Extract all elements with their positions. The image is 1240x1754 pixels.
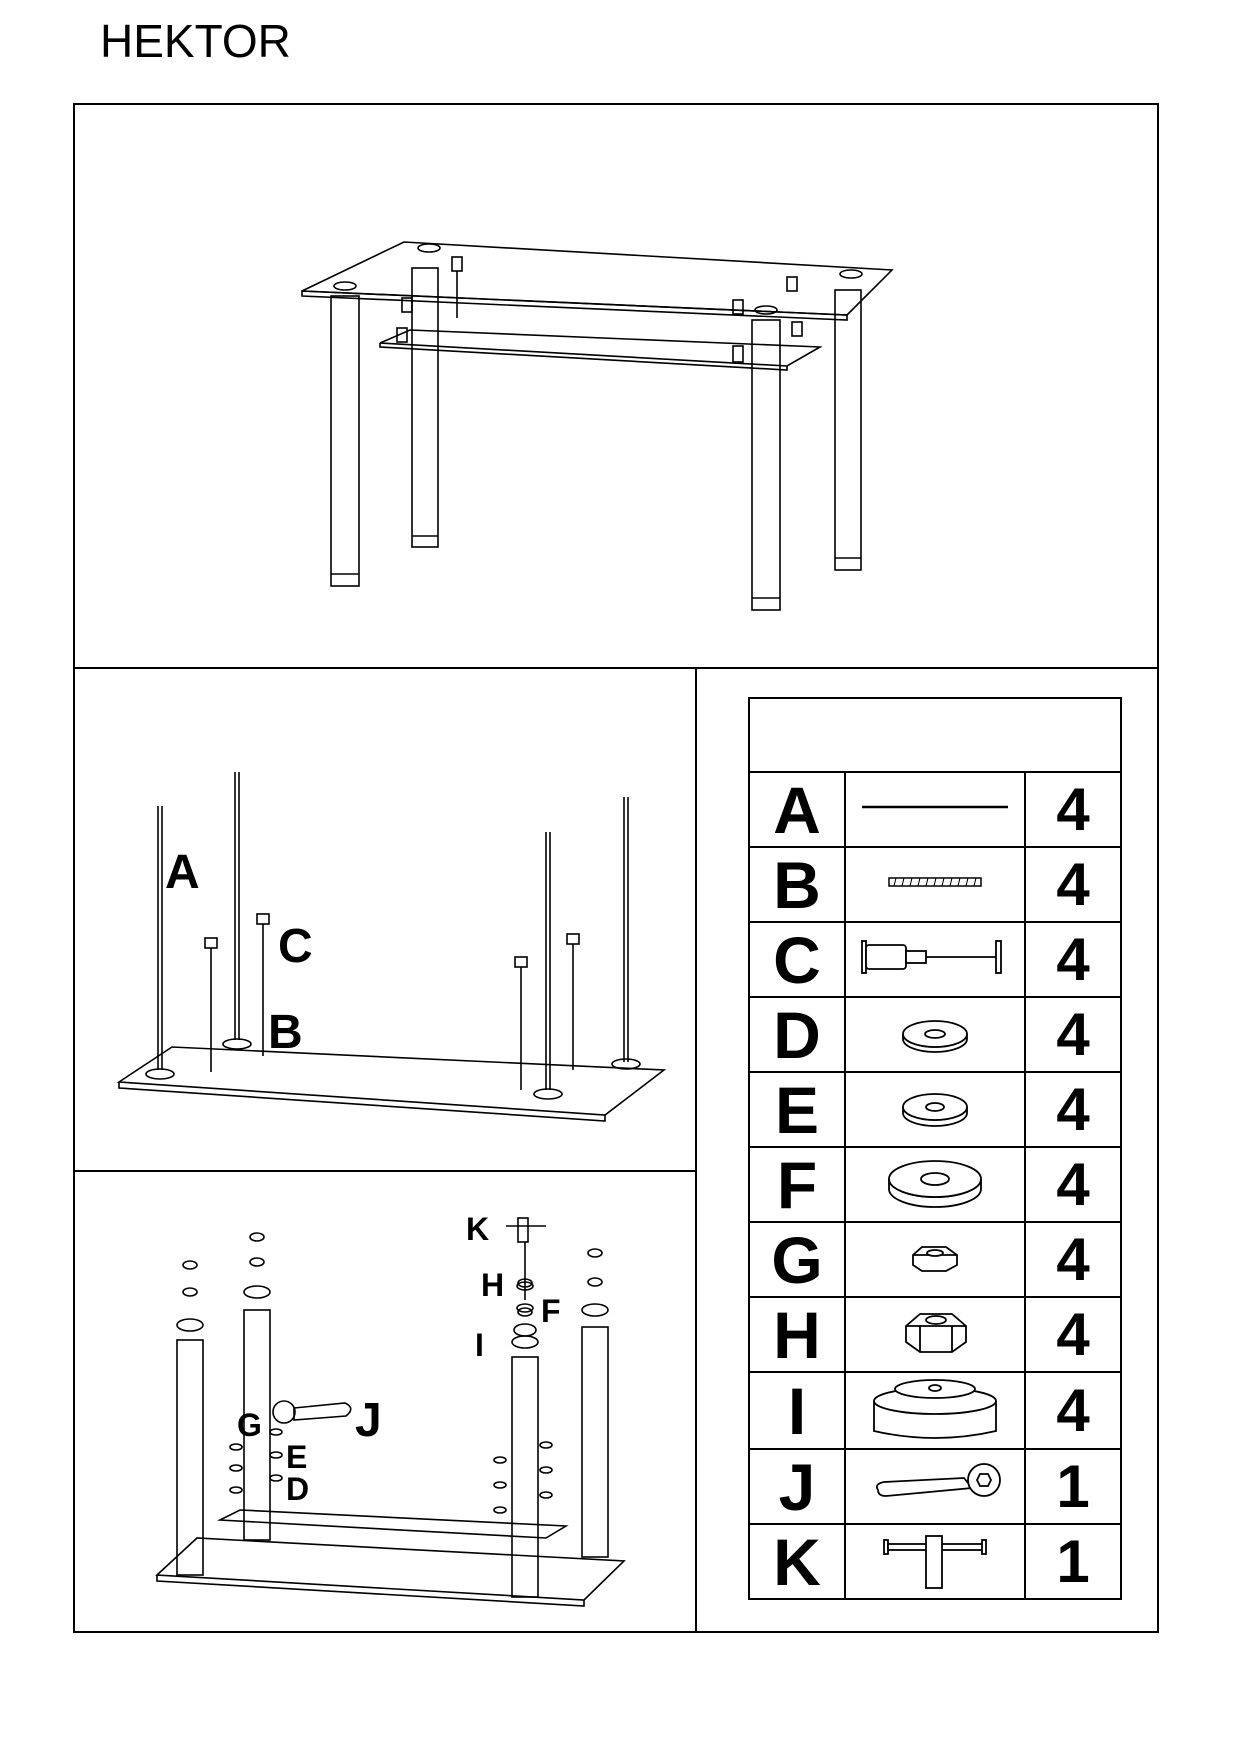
parts-header-cell bbox=[749, 698, 1121, 772]
bolt-spacer-icon bbox=[846, 927, 1024, 987]
label-i: I bbox=[475, 1327, 484, 1363]
label-b: B bbox=[268, 1006, 303, 1059]
washer-icon bbox=[846, 1077, 1024, 1137]
label-f: F bbox=[541, 1293, 561, 1329]
parts-row bbox=[749, 772, 1121, 847]
part-letter: G bbox=[749, 1222, 845, 1297]
parts-row bbox=[749, 1147, 1121, 1222]
part-qty: 4 bbox=[1025, 997, 1121, 1072]
part-letter: H bbox=[749, 1297, 845, 1372]
part-qty: 1 bbox=[1025, 1524, 1121, 1599]
page-title: HEKTOR bbox=[100, 15, 291, 67]
parts-row bbox=[749, 1524, 1121, 1599]
label-g: G bbox=[237, 1407, 262, 1443]
label-c: C bbox=[278, 920, 313, 973]
wrench-icon bbox=[846, 1454, 1024, 1514]
part-letter: I bbox=[749, 1372, 845, 1449]
parts-header-row bbox=[749, 698, 1121, 772]
parts-list-table bbox=[748, 697, 1122, 1600]
part-letter: D bbox=[749, 997, 845, 1072]
small-washer-icon bbox=[846, 1002, 1024, 1062]
part-qty: 4 bbox=[1025, 1072, 1121, 1147]
part-qty: 4 bbox=[1025, 1372, 1121, 1449]
label-d: D bbox=[286, 1471, 310, 1507]
part-letter: A bbox=[749, 772, 845, 847]
hex-nut-icon bbox=[846, 1302, 1024, 1362]
part-qty: 4 bbox=[1025, 922, 1121, 997]
part-letter: E bbox=[749, 1072, 845, 1147]
leg-cap-icon bbox=[846, 1373, 1024, 1443]
parts-row bbox=[749, 1372, 1121, 1449]
label-e: E bbox=[286, 1439, 308, 1475]
parts-row bbox=[749, 997, 1121, 1072]
parts-row bbox=[749, 1072, 1121, 1147]
part-letter: B bbox=[749, 847, 845, 922]
part-qty: 1 bbox=[1025, 1449, 1121, 1524]
threaded-stud-icon bbox=[846, 857, 1024, 907]
label-a: A bbox=[165, 846, 200, 899]
parts-row bbox=[749, 1449, 1121, 1524]
long-rod-icon bbox=[846, 782, 1024, 832]
parts-row bbox=[749, 922, 1121, 997]
part-letter: C bbox=[749, 922, 845, 997]
label-k: K bbox=[466, 1211, 490, 1247]
part-letter: F bbox=[749, 1147, 845, 1222]
part-qty: 4 bbox=[1025, 1147, 1121, 1222]
small-nut-icon bbox=[846, 1227, 1024, 1287]
large-washer-icon bbox=[846, 1149, 1024, 1215]
part-letter: K bbox=[749, 1524, 845, 1599]
part-qty: 4 bbox=[1025, 847, 1121, 922]
part-letter: J bbox=[749, 1449, 845, 1524]
t-key-icon bbox=[846, 1526, 1024, 1592]
parts-row bbox=[749, 1297, 1121, 1372]
parts-row bbox=[749, 847, 1121, 922]
label-j: J bbox=[355, 1394, 382, 1447]
label-h: H bbox=[481, 1267, 505, 1303]
part-qty: 4 bbox=[1025, 1222, 1121, 1297]
part-qty: 4 bbox=[1025, 1297, 1121, 1372]
part-qty: 4 bbox=[1025, 772, 1121, 847]
parts-row bbox=[749, 1222, 1121, 1297]
